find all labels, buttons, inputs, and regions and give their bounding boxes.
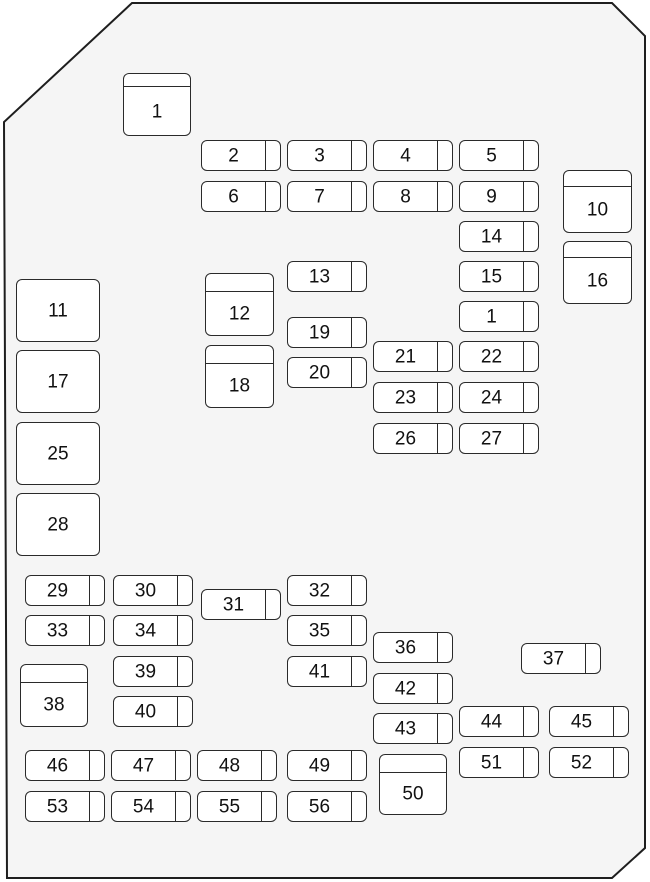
fuse-tab-divider (437, 342, 438, 371)
fuse-tab-divider (177, 576, 178, 605)
fuse-slot-31 (201, 589, 281, 620)
fuse-slot-52 (549, 747, 629, 778)
fuse-slot-33 (25, 615, 105, 646)
fuse-tab-divider (175, 792, 176, 821)
fuse-slot-38 (20, 664, 88, 727)
slot-number: 45 (570, 711, 593, 732)
slot-number: 35 (308, 620, 331, 641)
slot-number: 37 (542, 648, 565, 669)
slot-number: 42 (394, 678, 417, 699)
fuse-tab-divider (265, 590, 266, 619)
slot-number: 22 (480, 346, 503, 367)
fuse-slot-9 (459, 181, 539, 212)
fuse-slot-3 (287, 140, 367, 171)
fuse-tab-divider (351, 141, 352, 170)
fuse-slot-8 (373, 181, 453, 212)
fuse-tab-divider (613, 707, 614, 736)
fuse-tab-divider (437, 383, 438, 412)
fuse-tab-divider (351, 792, 352, 821)
slot-number: 11 (48, 300, 68, 321)
slot-number: 27 (480, 428, 503, 449)
fuse-slot-30 (113, 575, 193, 606)
fuse-slot-4 (373, 140, 453, 171)
slot-number: 7 (314, 186, 325, 207)
slot-number: 29 (46, 580, 69, 601)
slot-number: 8 (400, 186, 411, 207)
fuse-slot-53 (25, 791, 105, 822)
relay-slot-11 (16, 279, 100, 342)
fuse-tab-divider (351, 616, 352, 645)
fuse-slot-32 (287, 575, 367, 606)
slot-number: 30 (134, 580, 157, 601)
fuse-tab-divider (89, 576, 90, 605)
fuse-slot-29 (25, 575, 105, 606)
slot-number: 31 (222, 594, 245, 615)
slot-number: 41 (308, 661, 331, 682)
fuse-slot-16 (563, 241, 632, 304)
fuse-slot-20 (287, 357, 367, 388)
fuse-slot-54 (111, 791, 191, 822)
fuse-slot-23 (373, 382, 453, 413)
fuse-slot-21 (373, 341, 453, 372)
fuse-tab-divider (351, 182, 352, 211)
fuse-slot-15 (459, 261, 539, 292)
relay-band-line (21, 682, 87, 683)
slot-number: 33 (46, 620, 69, 641)
relay-band-line (206, 363, 273, 364)
relay-band-line (206, 291, 273, 292)
slot-number: 18 (228, 375, 251, 397)
fuse-slot-50 (379, 754, 447, 815)
relay-slot-25 (16, 422, 100, 485)
slot-number: 26 (394, 428, 417, 449)
fuse-slot-18 (205, 345, 274, 408)
fuse-tab-divider (437, 714, 438, 743)
slot-number: 46 (46, 755, 69, 776)
fuse-slot-10 (563, 170, 632, 233)
fuse-slot-5 (459, 140, 539, 171)
slot-number: 23 (394, 387, 417, 408)
fuse-slot-1 (459, 301, 539, 332)
slot-number: 32 (308, 580, 331, 601)
slot-number: 38 (43, 694, 65, 716)
slot-number: 6 (228, 186, 239, 207)
fuse-slot-51 (459, 747, 539, 778)
fuse-tab-divider (351, 657, 352, 686)
fuse-slot-43 (373, 713, 453, 744)
slot-number: 1 (486, 306, 497, 327)
fuse-tab-divider (437, 141, 438, 170)
fuse-tab-divider (523, 222, 524, 251)
slot-number: 13 (308, 266, 331, 287)
fuse-slot-41 (287, 656, 367, 687)
fuse-tab-divider (89, 792, 90, 821)
slot-number: 14 (480, 226, 503, 247)
fuse-slot-2 (201, 140, 281, 171)
fuse-slot-27 (459, 423, 539, 454)
slot-number: 3 (314, 145, 325, 166)
fuse-tab-divider (175, 751, 176, 780)
relay-band-line (380, 772, 446, 773)
fuse-tab-divider (351, 318, 352, 347)
fuse-tab-divider (523, 342, 524, 371)
fuse-slot-26 (373, 423, 453, 454)
fuse-slot-44 (459, 706, 539, 737)
slot-number: 49 (308, 755, 331, 776)
slot-number: 54 (132, 796, 155, 817)
fuse-tab-divider (265, 141, 266, 170)
relay-band-line (564, 257, 631, 258)
slot-number: 2 (228, 145, 239, 166)
fuse-slot-1 (123, 73, 191, 136)
fuse-slot-37 (521, 643, 601, 674)
fuse-tab-divider (437, 424, 438, 453)
slot-number: 17 (47, 371, 69, 392)
fuse-tab-divider (89, 616, 90, 645)
fuse-slot-48 (197, 750, 277, 781)
slot-number: 20 (308, 362, 331, 383)
fuse-slot-55 (197, 791, 277, 822)
fuse-slot-19 (287, 317, 367, 348)
slot-number: 4 (400, 145, 411, 166)
fuse-tab-divider (265, 182, 266, 211)
fuse-tab-divider (351, 751, 352, 780)
fuse-slot-14 (459, 221, 539, 252)
fuse-tab-divider (177, 657, 178, 686)
fuse-tab-divider (523, 748, 524, 777)
slot-number: 21 (394, 346, 417, 367)
fuse-slot-13 (287, 261, 367, 292)
slot-number: 10 (586, 199, 609, 221)
slot-number: 53 (46, 796, 69, 817)
fuse-tab-divider (261, 792, 262, 821)
fuse-tab-divider (613, 748, 614, 777)
fuse-tab-divider (523, 302, 524, 331)
relay-slot-28 (16, 493, 100, 556)
slot-number: 51 (480, 752, 503, 773)
slot-number: 47 (132, 755, 155, 776)
fuse-tab-divider (523, 424, 524, 453)
fuse-slot-40 (113, 696, 193, 727)
relay-band-line (564, 186, 631, 187)
fuse-slot-7 (287, 181, 367, 212)
slot-number: 55 (218, 796, 241, 817)
fuse-tab-divider (523, 182, 524, 211)
slot-number: 39 (134, 661, 157, 682)
slot-number: 1 (151, 101, 163, 122)
slot-number: 12 (228, 303, 251, 325)
fuse-slot-56 (287, 791, 367, 822)
fuse-slot-45 (549, 706, 629, 737)
relay-band-line (124, 86, 190, 87)
fuse-tab-divider (351, 358, 352, 387)
slot-number: 24 (480, 387, 503, 408)
fuse-tab-divider (89, 751, 90, 780)
slot-number: 48 (218, 755, 241, 776)
fuse-slot-35 (287, 615, 367, 646)
slot-number: 50 (402, 783, 424, 805)
fuse-tab-divider (523, 383, 524, 412)
fuse-slot-47 (111, 750, 191, 781)
slot-number: 44 (480, 711, 503, 732)
fuse-slot-22 (459, 341, 539, 372)
relay-slot-17 (16, 350, 100, 413)
fuse-tab-divider (351, 262, 352, 291)
fuse-slot-36 (373, 632, 453, 663)
slot-number: 36 (394, 637, 417, 658)
fuse-slot-46 (25, 750, 105, 781)
fuse-slot-6 (201, 181, 281, 212)
fuse-tab-divider (351, 576, 352, 605)
fuse-tab-divider (177, 697, 178, 726)
slot-number: 5 (486, 145, 497, 166)
slot-number: 19 (308, 322, 331, 343)
fuse-tab-divider (437, 633, 438, 662)
fuse-slot-24 (459, 382, 539, 413)
fuse-tab-divider (437, 674, 438, 703)
fuse-slot-39 (113, 656, 193, 687)
fuse-tab-divider (523, 141, 524, 170)
fuse-tab-divider (437, 182, 438, 211)
slot-number: 28 (47, 514, 69, 535)
slot-number: 43 (394, 718, 417, 739)
fuse-slot-42 (373, 673, 453, 704)
fuse-slot-49 (287, 750, 367, 781)
slot-number: 56 (308, 796, 331, 817)
slot-number: 40 (134, 701, 157, 722)
fuse-slot-12 (205, 273, 274, 336)
fuse-tab-divider (523, 262, 524, 291)
slot-number: 16 (586, 270, 609, 292)
slot-number: 15 (480, 266, 503, 287)
slot-number: 34 (134, 620, 157, 641)
fuse-tab-divider (177, 616, 178, 645)
slot-number: 52 (570, 752, 593, 773)
fuse-tab-divider (585, 644, 586, 673)
fuse-tab-divider (261, 751, 262, 780)
slot-number: 25 (47, 443, 69, 464)
fuse-tab-divider (523, 707, 524, 736)
fuse-slot-34 (113, 615, 193, 646)
slot-number: 9 (486, 186, 497, 207)
